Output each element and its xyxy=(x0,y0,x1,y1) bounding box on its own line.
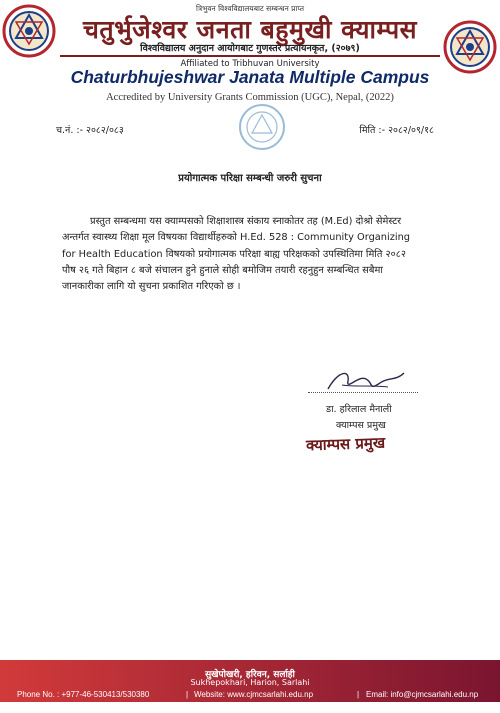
footer-separator: | xyxy=(357,690,360,699)
notice-date: मिति :- २०८२/०९/१८ xyxy=(359,125,434,136)
signatory-name: डा. हरिलाल मैनाली xyxy=(326,404,392,415)
campus-name-english: Chaturbhujeshwar Janata Multiple Campus xyxy=(70,67,430,87)
footer-email-link[interactable]: Email: info@cjmcsarlahi.edu.np xyxy=(366,690,479,699)
signature-line xyxy=(308,392,418,393)
footer-address-english: Sukhepokhari, Harion, Sarlahi xyxy=(190,678,310,687)
campus-logo-left xyxy=(2,4,56,58)
footer-separator: | xyxy=(186,690,189,699)
notice-line: प्रस्तुत सम्बन्धमा यस क्याम्पसको शिक्षाशास्त्र संकाय स्नाकोतर तह (M.Ed) दोश्रो सेमेस्टर xyxy=(90,216,402,227)
footer-website-link[interactable]: Website: www.cjmcsarlahi.edu.np xyxy=(194,690,314,699)
handwritten-signature xyxy=(308,365,418,399)
notice-title: प्रयोगात्मक परिक्षा सम्बन्धी जरुरी सुचना xyxy=(178,173,322,184)
campus-seal-icon xyxy=(238,103,286,151)
notice-body xyxy=(62,214,450,295)
campus-name-nepali: चतुर्भुजेश्वर जनता बहुमुखी क्याम्पस xyxy=(82,15,418,44)
footer-address-nepali: सुखेपोखरी, हरिवन, सर्लाही xyxy=(205,670,295,680)
accreditation-nepali: विश्वविद्यालय अनुदान आयोगबाट गुणस्तर प्रत्यायनकृत, (२०७९) xyxy=(140,43,360,54)
letterhead-divider xyxy=(60,55,440,57)
accreditation-english: Accredited by University Grants Commission (UGC), Nepal, (2022) xyxy=(106,92,394,103)
affiliation-english: Affiliated to Tribhuvan University xyxy=(180,59,320,69)
affiliation-nepali: त्रिभुवन विश्वविद्यालयबाट सम्बन्धन प्राप्त xyxy=(196,4,304,13)
notice-line: जानकारीका लागि यो सुचना प्रकाशित गरिएको छ । xyxy=(62,281,241,293)
campus-logo-right xyxy=(443,20,497,74)
footer-contacts xyxy=(0,690,500,702)
footer-phone: Phone No. : +977-46-530413/530380 xyxy=(17,690,150,699)
notice-line: पौष २६ गते बिहान ८ बजे संचालन हुने हुनाले सोही बमोजिम तयारी रहनुहुन सम्बन्धित सबैमा xyxy=(62,264,383,276)
notice-line: अन्तर्गत स्वास्थ्य शिक्षा मूल विषयका विद्यार्थीहरुको H.Ed. 528 : Community Organizing xyxy=(62,232,411,244)
campus-chief-stamp: क्याम्पस प्रमुख xyxy=(305,433,386,455)
footer-bottom-margin xyxy=(0,702,500,713)
signatory-position: क्याम्पस प्रमुख xyxy=(336,420,386,431)
reference-number: च.नं. :- २०८२/०८३ xyxy=(56,125,124,136)
signature-area xyxy=(308,365,418,399)
notice-line: for Health Education विषयको प्रयोगात्मक परिक्षा बाह्य परिक्षकको उपस्थितिमा मिति २०८२ xyxy=(62,248,406,260)
